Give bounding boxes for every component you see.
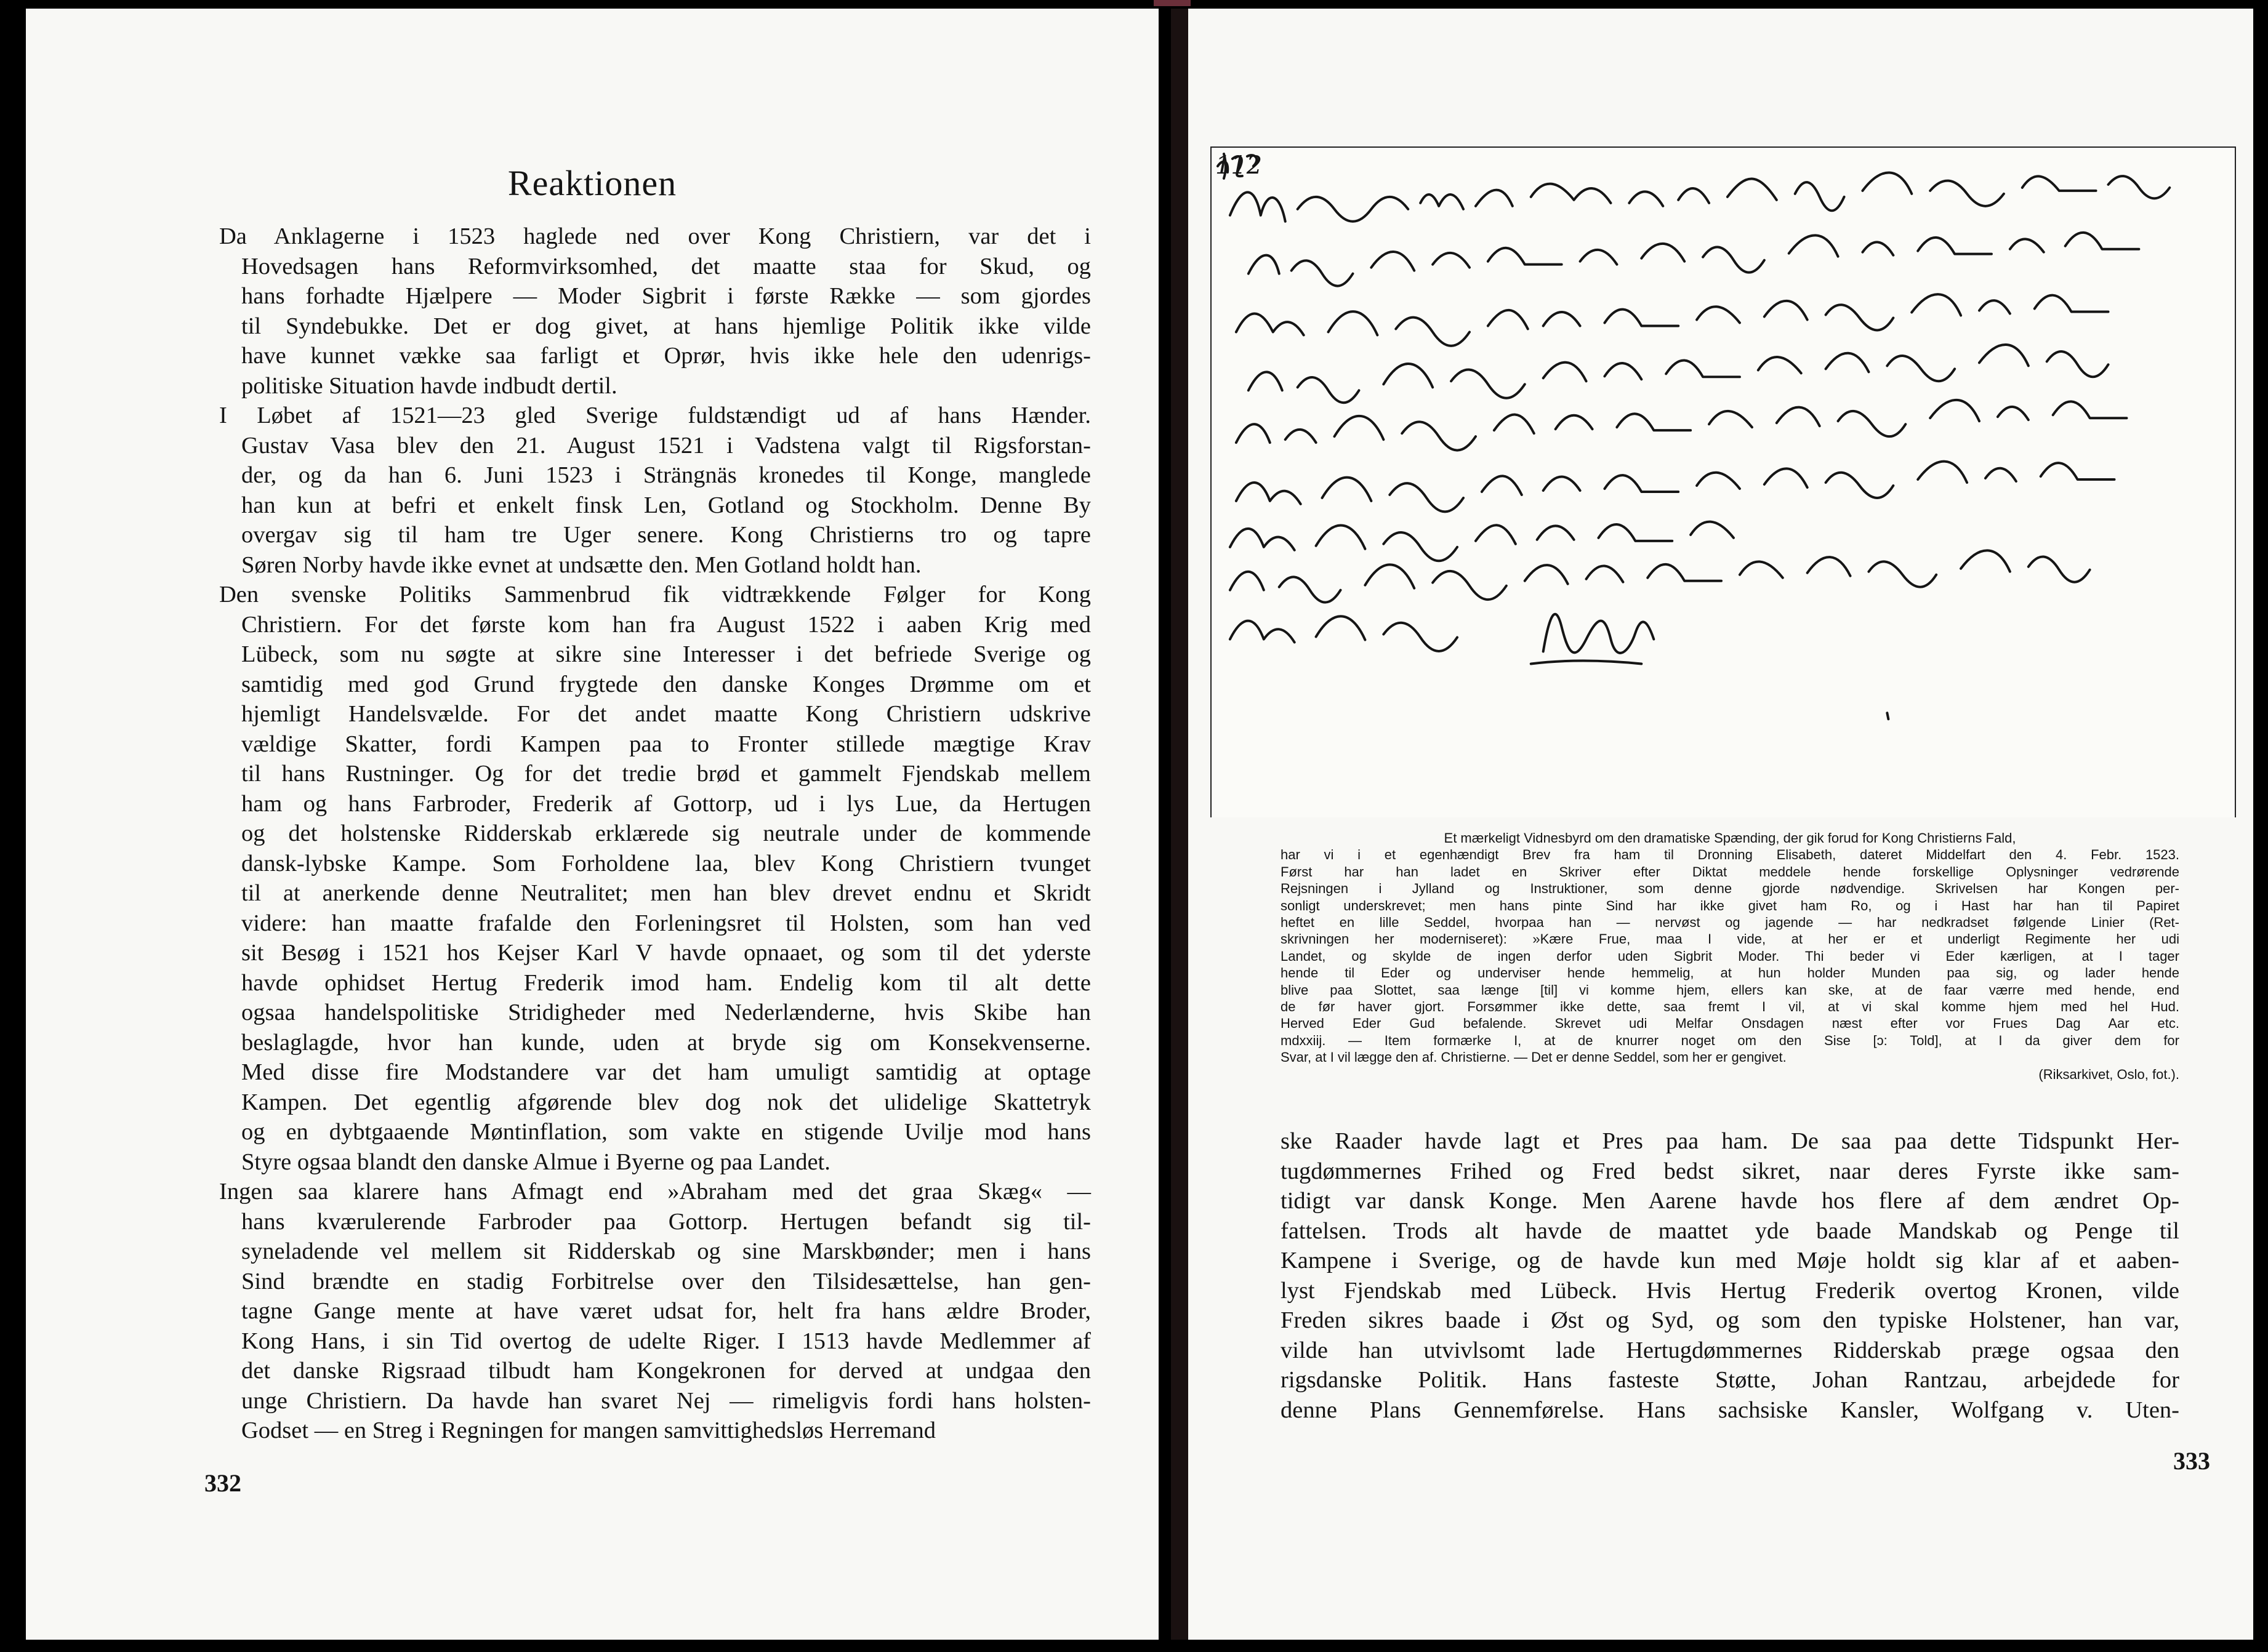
right-page <box>1188 9 2253 1640</box>
text-line: til at anerkende denne Neutralitet; men han blev drevet endnu et Skridt <box>241 880 1091 906</box>
text-line: denne Plans Gennemførelse. Hans sachsiske Kansler, Wolfgang v. Uten- <box>1281 1397 2179 1423</box>
caption-line: Først har han ladet en Skriver efter Diktat meddele hende forskellige Oplysninger vedrørende <box>1281 864 2179 880</box>
chapter-title: Reaktionen <box>507 163 677 203</box>
text-line: Gustav Vasa blev den 21. August 1521 i Vadstena valgt til Rigsforstan- <box>241 432 1091 459</box>
text-line: Hovedsagen hans Reformvirksomhed, det maatte staa for Skud, og <box>241 253 1091 279</box>
text-line: overgav sig til ham tre Uger senere. Kong Christierns tro og tapre <box>241 522 1091 548</box>
text-line: ham og hans Farbroder, Frederik af Gottorp, ud i lys Lue, da Hertugen <box>241 790 1091 817</box>
text-line: Sind brændte en stadig Forbitrelse over den Tilsidesættelse, han gen- <box>241 1268 1091 1294</box>
text-line: Søren Norby havde ikke evnet at undsætte den. Men Gotland holdt han. <box>241 551 922 578</box>
caption-line: hende til Eder og underviser hende hemmelig, at hun holder Munden paa sig, og lader hende <box>1281 965 2179 981</box>
text-line: lyst Fjendskab med Lübeck. Hvis Hertug Frederik overtog Kronen, vilde <box>1281 1277 2179 1304</box>
caption-line: skrivningen her moderniseret): »Kære Frue, maa I vide, at her er et underligt Regimente her udi <box>1281 931 2179 947</box>
text-line: der, og da han 6. Juni 1523 i Strängnäs kronedes til Konge, manglede <box>241 462 1091 488</box>
text-line: det danske Rigsraad tilbudt ham Kongekronen for derved at undgaa den <box>241 1358 1091 1384</box>
text-line: og det holstenske Ridderskab erklærede sig neutrale under de kommende <box>241 820 1091 846</box>
text-line: hans forhadte Hjælpere — Moder Sigbrit i første Række — som gjordes <box>241 283 1091 309</box>
text-line: Kampene i Sverige, og de havde kun med Møje holdt sig klar af et aaben- <box>1281 1248 2179 1273</box>
text-line: Styre ogsaa blandt den danske Almue i Byerne og paa Landet. <box>241 1149 830 1175</box>
page-number-left: 332 <box>204 1469 241 1497</box>
text-line: beslaglagde, hvor han kunde, uden at bryde sig om Konsekvenserne. <box>241 1029 1091 1056</box>
text-line: Den svenske Politiks Sammenbrud fik vidtrækkende Følger for Kong <box>219 582 1091 607</box>
text-line: Kampen. Det egentlig afgørende blev dog nok det ulidelige Skattetryk <box>241 1089 1091 1115</box>
binding-edge-mark <box>1154 0 1191 6</box>
text-line: fattelsen. Trods alt havde de maattet yde baade Mandskab og Penge til <box>1281 1217 2179 1244</box>
text-line: vilde han utvivlsomt lade Hertugdømmernes Ridderskab præge ogsaa den <box>1281 1337 2179 1363</box>
caption-line: de før haver gjort. Forsømmer ikke dette, saa fremt I vil, at vi skal komme hjem med hel Hud. <box>1281 999 2179 1015</box>
text-line: tugdømmernes Frihed og Fred bedst sikret, naar deres Fyrste ikke sam- <box>1281 1158 2179 1184</box>
text-line: Kong Hans, i sin Tid overtog de udelte Riger. I 1513 havde Medlemmer af <box>241 1328 1091 1354</box>
caption-line: mdxxiij. — Item formærke I, at de knurrer noget om den Sise [ɔ: Told], at I da giver dem for <box>1281 1032 2179 1048</box>
text-line: hans kværulerende Farbroder paa Gottorp. Hertugen befandt sig til- <box>241 1208 1091 1235</box>
caption-line: Landet, og skylde de ingen derfor uden Sigbrit Moder. Thi beder vi Eder kærligen, at I tager <box>1281 948 2179 964</box>
text-line: samtidig med god Grund frygtede den danske Konges Drømme om et <box>241 671 1091 697</box>
folio-mark: 112 <box>1215 151 1263 180</box>
text-line: Ingen saa klarere hans Afmagt end »Abraham med det graa Skæg« — <box>219 1179 1091 1205</box>
text-line: havde ophidset Hertug Frederik imod ham. Endelig kom til alt dette <box>241 969 1091 996</box>
text-line: Lübeck, som nu søgte at sikre sine Interesser i det befriede Sverige og <box>241 641 1091 667</box>
text-line: og en dybtgaaende Møntinflation, som vakte en stigende Uvilje mod hans <box>241 1119 1091 1145</box>
text-line: til hans Rustninger. Og for det tredie brød et gammelt Fjendskab mellem <box>241 761 1091 787</box>
caption-line: Et mærkeligt Vidnesbyrd om den dramatiske Spænding, der gik forud for Kong Christierns Fald, <box>1444 830 2016 846</box>
text-line: til Syndebukke. Det er dog givet, at hans hjemlige Politik ikke vilde <box>241 313 1091 339</box>
text-line: Christiern. For det første kom han fra August 1522 i aaben Krig med <box>241 611 1091 638</box>
caption-line: sonligt underskrevet; men hans pinte Sind har ikke givet ham Ro, og i Hast har han til Papiret <box>1281 897 2179 913</box>
text-line: syneladende vel mellem sit Ridderskab og sine Marskbønder; men i hans <box>241 1238 1091 1264</box>
text-line: tidigt var dansk Konge. Men Aarene havde hos flere af dem ændret Op- <box>1281 1188 2179 1214</box>
text-line: hjemligt Handelsvælde. For det andet maatte Kong Christiern udskrive <box>241 701 1091 727</box>
text-line: ogsaa handelspolitiske Stridigheder med Nederlænderne, hvis Skibe han <box>241 1000 1091 1025</box>
caption-line: heftet en lille Seddel, hvorpaa han — nervøst og jagende — har nedkradset følgende Linier (Ret- <box>1281 915 2179 931</box>
left-body-text <box>219 222 1091 1446</box>
caption-line: har vi i et egenhændigt Brev fra ham til Dronning Elisabeth, dateret Middelfart den 4. Febr. 1523. <box>1281 847 2179 863</box>
text-line: videre: han maatte frafalde den Forleningsret til Holsten, som han ved <box>241 910 1091 936</box>
text-line: tagne Gange mente at have været udsat for, helt fra hans ældre Broder, <box>241 1298 1091 1324</box>
caption-line: Rejsningen i Jylland og Instruktioner, som denne gjorde nødvendige. Skrivelsen har Kongen per- <box>1281 881 2179 897</box>
caption-line: blive paa Slottet, saa længe [til] vi komme hjem, ellers kan ske, at de faar værre med hende, end <box>1281 982 2179 998</box>
right-body-text <box>1281 1126 2179 1425</box>
text-line: I Løbet af 1521—23 gled Sverige fuldstændigt ud af hans Hænder. <box>219 403 1091 428</box>
text-line: Godset — en Streg i Regningen for mangen samvittighedsløs Herremand <box>241 1417 936 1443</box>
text-line: Freden sikres baade i Øst og Syd, og som den typiske Holstener, han var, <box>1281 1307 2179 1333</box>
text-line: vældige Skatter, fordi Kampen paa to Fronter stillede mægtige Krav <box>241 731 1091 757</box>
text-line: han kun at befri et enkelt finsk Len, Gotland og Stockholm. Denne By <box>241 492 1091 518</box>
text-line: dansk-lybske Kampe. Som Forholdene laa, blev Kong Christiern tvunget <box>241 850 1091 876</box>
text-line: Da Anklagerne i 1523 haglede ned over Kong Christiern, var det i <box>219 223 1091 249</box>
left-page <box>26 9 1159 1640</box>
page-number-right: 333 <box>2173 1447 2210 1475</box>
text-line: ske Raader havde lagt et Pres paa ham. De saa paa dette Tidspunkt Her- <box>1281 1128 2179 1154</box>
caption-line: Svar, at I vil lægge den af. Christierne. — Det er denne Seddel, som her er gengivet. <box>1281 1049 1787 1065</box>
text-line: rigsdanske Politik. Hans fasteste Støtte, Johan Rantzau, arbejdede for <box>1281 1367 2179 1393</box>
text-line: sit Besøg i 1521 hos Kejser Karl V havde opnaaet, og som til det yderste <box>241 940 1091 966</box>
text-line: unge Christiern. Da havde han svaret Nej — rimeligvis fordi hans holsten- <box>241 1387 1091 1414</box>
text-line: politiske Situation havde indbudt dertil. <box>241 372 617 399</box>
handwriting-facsimile <box>1212 148 2235 817</box>
text-line: have kunnet vække saa farligt et Oprør, hvis ikke hele den udenrigs- <box>241 343 1091 369</box>
page-edge <box>1171 9 1189 1640</box>
text-line: Med disse fire Modstandere var det ham umuligt samtidig at optage <box>241 1059 1091 1085</box>
figure-caption <box>1281 830 2179 1083</box>
manuscript-letter-image <box>1210 146 2236 817</box>
caption-line: (Riksarkivet, Oslo, fot.). <box>2038 1066 2179 1082</box>
caption-line: Herved Eder Gud befalende. Skrevet udi Melfar Onsdagen næst efter vor Frues Dag Aar etc. <box>1281 1016 2179 1032</box>
